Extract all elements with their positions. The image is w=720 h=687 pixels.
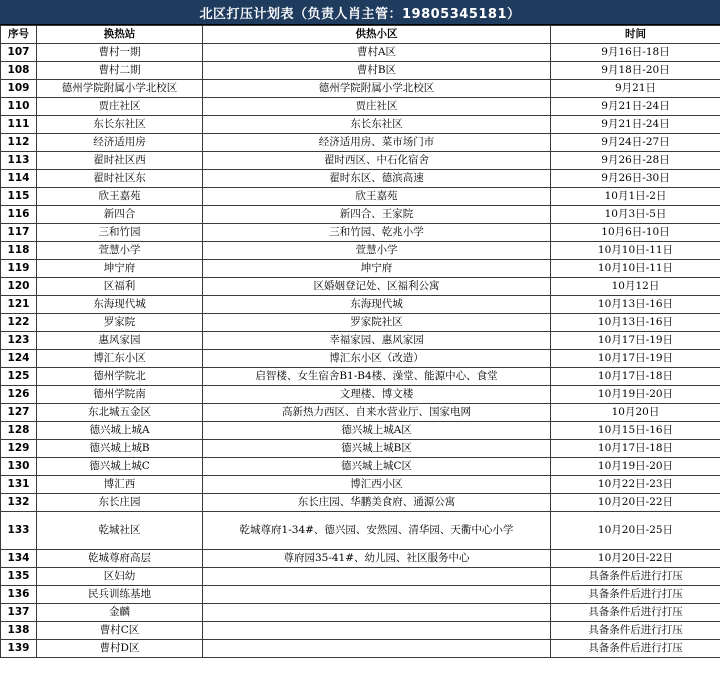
row-number: 122 xyxy=(1,314,37,332)
table-body xyxy=(1,44,720,658)
time-cell: 10月19日-20日 xyxy=(551,458,720,476)
row-number: 120 xyxy=(1,278,37,296)
header-area: 供热小区 xyxy=(203,26,551,44)
station-cell: 金麟 xyxy=(37,604,203,622)
area-cell: 欣王嘉苑 xyxy=(203,188,551,206)
table-row xyxy=(1,242,720,260)
station-cell: 民兵训练基地 xyxy=(37,586,203,604)
station-cell: 翟时社区西 xyxy=(37,152,203,170)
table-row xyxy=(1,278,720,296)
table-row xyxy=(1,206,720,224)
table-row xyxy=(1,458,720,476)
row-number: 137 xyxy=(1,604,37,622)
time-cell: 10月17日-19日 xyxy=(551,332,720,350)
table-row xyxy=(1,116,720,134)
row-number: 115 xyxy=(1,188,37,206)
area-cell: 经济适用房、菜市场门市 xyxy=(203,134,551,152)
table-row xyxy=(1,350,720,368)
table-row xyxy=(1,62,720,80)
table-row xyxy=(1,332,720,350)
row-number: 124 xyxy=(1,350,37,368)
station-cell: 东长东社区 xyxy=(37,116,203,134)
time-cell: 10月19日-20日 xyxy=(551,386,720,404)
table-row xyxy=(1,586,720,604)
time-cell: 10月20日 xyxy=(551,404,720,422)
header-no: 序号 xyxy=(1,26,37,44)
station-cell: 德兴城上城B xyxy=(37,440,203,458)
table-row xyxy=(1,604,720,622)
area-cell: 东海现代城 xyxy=(203,296,551,314)
station-cell: 区妇幼 xyxy=(37,568,203,586)
area-cell: 博汇西小区 xyxy=(203,476,551,494)
row-number: 132 xyxy=(1,494,37,512)
area-cell: 贾庄社区 xyxy=(203,98,551,116)
time-cell: 9月21日-24日 xyxy=(551,116,720,134)
time-cell: 具备条件后进行打压 xyxy=(551,604,720,622)
row-number: 126 xyxy=(1,386,37,404)
area-cell: 曹村B区 xyxy=(203,62,551,80)
area-cell: 尊府园35-41#、幼儿园、社区服务中心 xyxy=(203,550,551,568)
row-number: 114 xyxy=(1,170,37,188)
table-row xyxy=(1,98,720,116)
table-row xyxy=(1,386,720,404)
area-cell xyxy=(203,604,551,622)
area-cell: 高新热力西区、自来水营业厅、国家电网 xyxy=(203,404,551,422)
table-row xyxy=(1,296,720,314)
area-cell: 曹村A区 xyxy=(203,44,551,62)
area-cell xyxy=(203,568,551,586)
time-cell: 9月24日-27日 xyxy=(551,134,720,152)
time-cell: 10月22日-23日 xyxy=(551,476,720,494)
station-cell: 东长庄园 xyxy=(37,494,203,512)
time-cell: 10月10日-11日 xyxy=(551,242,720,260)
station-cell: 惠风家园 xyxy=(37,332,203,350)
row-number: 112 xyxy=(1,134,37,152)
row-number: 138 xyxy=(1,622,37,640)
time-cell: 9月26日-28日 xyxy=(551,152,720,170)
header-row xyxy=(1,26,720,44)
table-row xyxy=(1,440,720,458)
table-row xyxy=(1,640,720,658)
station-cell: 乾城尊府高层 xyxy=(37,550,203,568)
time-cell: 10月17日-18日 xyxy=(551,440,720,458)
time-cell: 9月21日 xyxy=(551,80,720,98)
area-cell: 启智楼、女生宿舍B1-B4楼、澡堂、能源中心、食堂 xyxy=(203,368,551,386)
area-cell: 德兴城上城A区 xyxy=(203,422,551,440)
area-cell: 坤宁府 xyxy=(203,260,551,278)
time-cell: 10月10日-11日 xyxy=(551,260,720,278)
schedule-table xyxy=(0,25,720,658)
row-number: 133 xyxy=(1,512,37,550)
table-row xyxy=(1,170,720,188)
row-number: 127 xyxy=(1,404,37,422)
time-cell: 10月20日-22日 xyxy=(551,550,720,568)
row-number: 119 xyxy=(1,260,37,278)
time-cell: 9月16日-18日 xyxy=(551,44,720,62)
row-number: 123 xyxy=(1,332,37,350)
area-cell: 罗家院社区 xyxy=(203,314,551,332)
area-cell: 德兴城上城C区 xyxy=(203,458,551,476)
station-cell: 德兴城上城C xyxy=(37,458,203,476)
table-row xyxy=(1,134,720,152)
area-cell xyxy=(203,586,551,604)
station-cell: 东北城五金区 xyxy=(37,404,203,422)
header-time: 时间 xyxy=(551,26,720,44)
table-row xyxy=(1,188,720,206)
row-number: 128 xyxy=(1,422,37,440)
area-cell: 德兴城上城B区 xyxy=(203,440,551,458)
time-cell: 具备条件后进行打压 xyxy=(551,622,720,640)
area-cell: 区婚姻登记处、区福利公寓 xyxy=(203,278,551,296)
station-cell: 德州学院附属小学北校区 xyxy=(37,80,203,98)
station-cell: 区福利 xyxy=(37,278,203,296)
row-number: 109 xyxy=(1,80,37,98)
time-cell: 10月20日-22日 xyxy=(551,494,720,512)
table-row xyxy=(1,224,720,242)
header-station: 换热站 xyxy=(37,26,203,44)
table-row xyxy=(1,550,720,568)
sheet-title: 北区打压计划表（负责人肖主管：19805345181） xyxy=(0,0,720,25)
time-cell: 9月26日-30日 xyxy=(551,170,720,188)
row-number: 111 xyxy=(1,116,37,134)
station-cell: 曹村C区 xyxy=(37,622,203,640)
time-cell: 10月17日-19日 xyxy=(551,350,720,368)
time-cell: 10月17日-18日 xyxy=(551,368,720,386)
time-cell: 具备条件后进行打压 xyxy=(551,586,720,604)
table-row xyxy=(1,494,720,512)
time-cell: 10月13日-16日 xyxy=(551,314,720,332)
table-row xyxy=(1,404,720,422)
row-number: 121 xyxy=(1,296,37,314)
row-number: 135 xyxy=(1,568,37,586)
station-cell: 东海现代城 xyxy=(37,296,203,314)
row-number: 131 xyxy=(1,476,37,494)
row-number: 113 xyxy=(1,152,37,170)
row-number: 134 xyxy=(1,550,37,568)
row-number: 108 xyxy=(1,62,37,80)
row-number: 129 xyxy=(1,440,37,458)
time-cell: 9月18日-20日 xyxy=(551,62,720,80)
time-cell: 10月12日 xyxy=(551,278,720,296)
area-cell: 新四合、王家院 xyxy=(203,206,551,224)
station-cell: 欣王嘉苑 xyxy=(37,188,203,206)
area-cell: 德州学院附属小学北校区 xyxy=(203,80,551,98)
area-cell: 三和竹园、乾兆小学 xyxy=(203,224,551,242)
station-cell: 新四合 xyxy=(37,206,203,224)
area-cell: 翟时西区、中石化宿舍 xyxy=(203,152,551,170)
time-cell: 10月3日-5日 xyxy=(551,206,720,224)
table-row xyxy=(1,568,720,586)
station-cell: 三和竹园 xyxy=(37,224,203,242)
time-cell: 10月13日-16日 xyxy=(551,296,720,314)
table-row xyxy=(1,260,720,278)
row-number: 125 xyxy=(1,368,37,386)
area-cell: 幸福家园、惠风家园 xyxy=(203,332,551,350)
area-cell: 萱慧小学 xyxy=(203,242,551,260)
table-row xyxy=(1,368,720,386)
area-cell xyxy=(203,640,551,658)
time-cell: 具备条件后进行打压 xyxy=(551,640,720,658)
time-cell: 10月20日-25日 xyxy=(551,512,720,550)
station-cell: 德兴城上城A xyxy=(37,422,203,440)
station-cell: 罗家院 xyxy=(37,314,203,332)
row-number: 136 xyxy=(1,586,37,604)
area-cell: 东长东社区 xyxy=(203,116,551,134)
station-cell: 曹村二期 xyxy=(37,62,203,80)
station-cell: 萱慧小学 xyxy=(37,242,203,260)
station-cell: 博汇东小区 xyxy=(37,350,203,368)
station-cell: 曹村一期 xyxy=(37,44,203,62)
station-cell: 经济适用房 xyxy=(37,134,203,152)
station-cell: 贾庄社区 xyxy=(37,98,203,116)
time-cell: 10月15日-16日 xyxy=(551,422,720,440)
station-cell: 乾城社区 xyxy=(37,512,203,550)
time-cell: 9月21日-24日 xyxy=(551,98,720,116)
station-cell: 德州学院北 xyxy=(37,368,203,386)
area-cell: 乾城尊府1-34#、德兴园、安然园、清华园、天衢中心小学 xyxy=(203,512,551,550)
area-cell: 东长庄园、华鹏美食府、通源公寓 xyxy=(203,494,551,512)
row-number: 116 xyxy=(1,206,37,224)
station-cell: 德州学院南 xyxy=(37,386,203,404)
row-number: 110 xyxy=(1,98,37,116)
area-cell xyxy=(203,622,551,640)
table-row xyxy=(1,622,720,640)
area-cell: 博汇东小区（改造） xyxy=(203,350,551,368)
row-number: 130 xyxy=(1,458,37,476)
table-row xyxy=(1,512,720,550)
station-cell: 曹村D区 xyxy=(37,640,203,658)
table-row xyxy=(1,476,720,494)
station-cell: 坤宁府 xyxy=(37,260,203,278)
table-row xyxy=(1,44,720,62)
station-cell: 翟时社区东 xyxy=(37,170,203,188)
row-number: 107 xyxy=(1,44,37,62)
time-cell: 具备条件后进行打压 xyxy=(551,568,720,586)
table-row xyxy=(1,152,720,170)
row-number: 118 xyxy=(1,242,37,260)
row-number: 139 xyxy=(1,640,37,658)
time-cell: 10月1日-2日 xyxy=(551,188,720,206)
area-cell: 翟时东区、德滨高速 xyxy=(203,170,551,188)
table-row xyxy=(1,80,720,98)
table-row xyxy=(1,314,720,332)
row-number: 117 xyxy=(1,224,37,242)
area-cell: 文理楼、博文楼 xyxy=(203,386,551,404)
station-cell: 博汇西 xyxy=(37,476,203,494)
table-row xyxy=(1,422,720,440)
time-cell: 10月6日-10日 xyxy=(551,224,720,242)
